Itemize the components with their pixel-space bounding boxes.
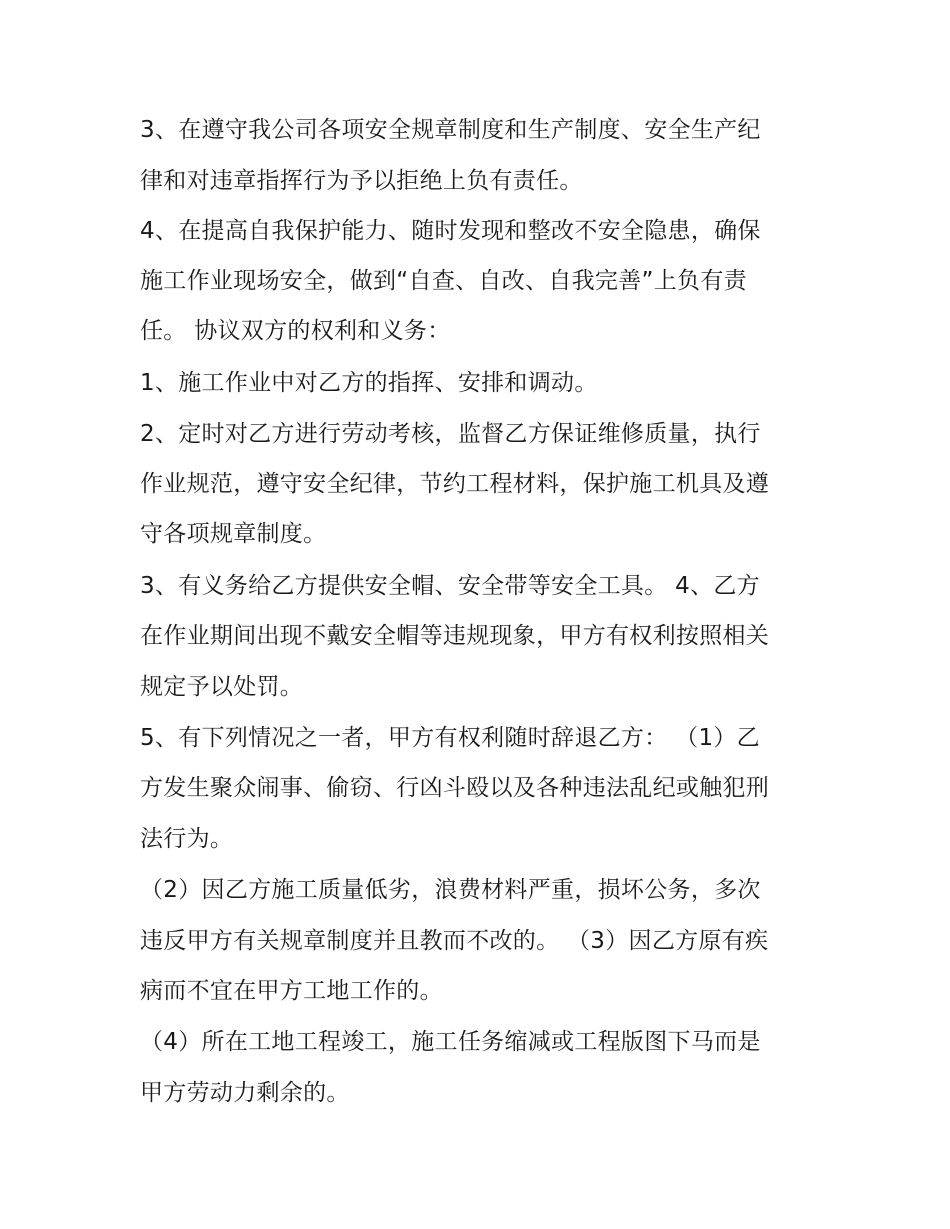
text-line: （2）因乙方施工质量低劣，浪费材料严重，损坏公务，多次 (140, 877, 761, 903)
text-line: 4、在提高自我保护能力、随时发现和整改不安全隐患，确保 (140, 218, 761, 244)
text-line: 在作业期间出现不戴安全帽等违规现象，甲方有权利按照相关 (140, 623, 770, 649)
text-line: 法行为。 (140, 826, 234, 852)
text-line: 守各项规章制度。 (140, 521, 327, 547)
text-line: 违反甲方有关规章制度并且教而不改的。 （3）因乙方原有疾 (140, 928, 769, 954)
text-line: 施工作业现场安全，做到“自查、自改、自我完善”上负有责 (140, 268, 747, 294)
text-line: （4）所在工地工程竣工，施工任务缩减或工程版图下马而是 (140, 1029, 761, 1055)
text-line: 病而不宜在甲方工地工作的。 (140, 978, 443, 1004)
text-line: 规定予以处罚。 (140, 674, 304, 700)
text-line: 任。 协议双方的权利和义务： (140, 318, 451, 344)
text-line: 5、有下列情况之一者，甲方有权利随时辞退乙方： （1）乙 (140, 725, 760, 751)
text-line: 作业规范，遵守安全纪律，节约工程材料，保护施工机具及遵 (140, 471, 770, 497)
text-line: 3、在遵守我公司各项安全规章制度和生产制度、安全生产纪 (140, 117, 761, 143)
text-line: 3、有义务给乙方提供安全帽、安全带等安全工具。 4、乙方 (140, 573, 760, 599)
text-line: 律和对违章指挥行为予以拒绝上负有责任。 (140, 168, 583, 194)
text-line: 方发生聚众闹事、偷窃、行凶斗殴以及各种违法乱纪或触犯刑 (140, 775, 770, 801)
text-line: 1、施工作业中对乙方的指挥、安排和调动。 (140, 370, 598, 396)
text-line: 甲方劳动力剩余的。 (140, 1080, 350, 1106)
text-line: 2、定时对乙方进行劳动考核，监督乙方保证维修质量，执行 (140, 421, 761, 447)
